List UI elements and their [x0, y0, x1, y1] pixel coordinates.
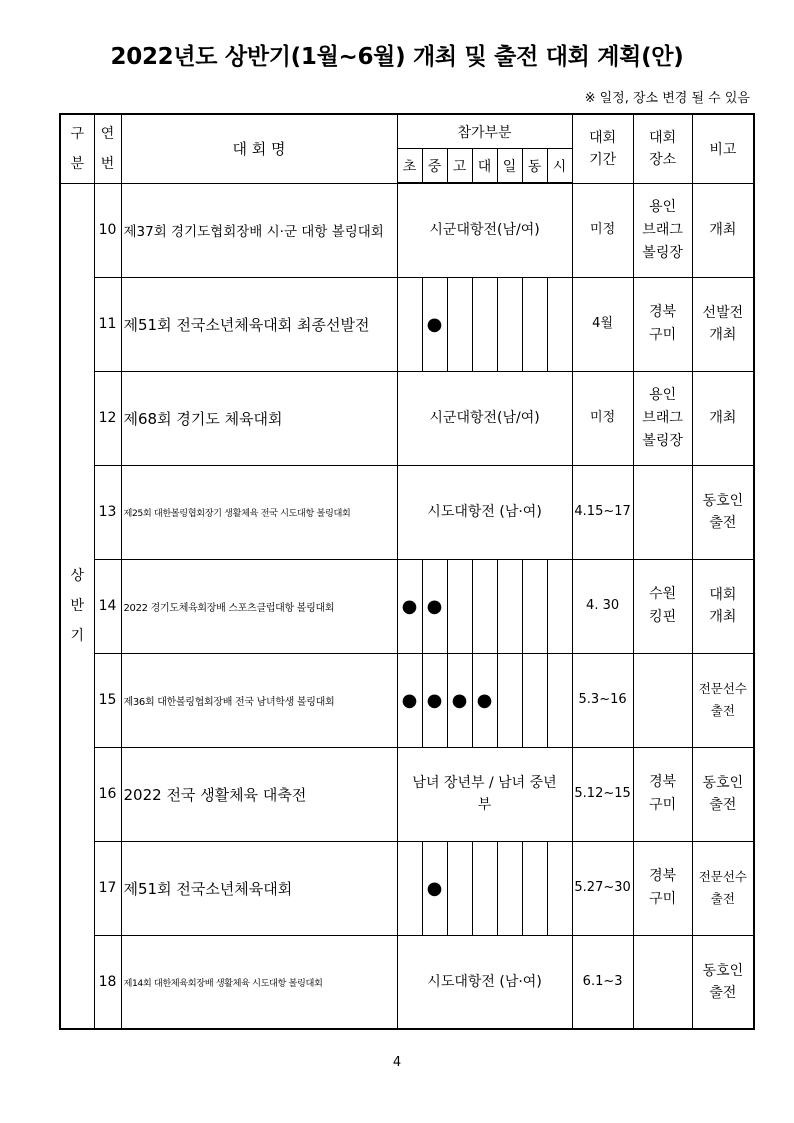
division-mark: [472, 277, 497, 371]
header-place: 대회 장소: [633, 114, 692, 183]
division-mark: [422, 841, 447, 935]
participation-dot: ●: [451, 689, 468, 711]
header-division-1: 중: [422, 149, 447, 184]
header-division-3: 대: [472, 149, 497, 184]
table-row: [60, 653, 754, 747]
document-title: 2022년도 상반기(1월~6월) 개최 및 출전 대회 계획(안): [110, 44, 684, 70]
header-name: 대 회 명: [121, 114, 397, 183]
competition-place: [633, 465, 692, 559]
division-mark: [422, 277, 447, 371]
competition-period: 4.15~17: [572, 465, 633, 559]
division-mark: [522, 841, 547, 935]
competition-period: 4월: [572, 277, 633, 371]
participation-merged: 남녀 장년부 / 남녀 중년부: [397, 747, 572, 841]
remark: 개최: [692, 183, 754, 277]
competition-name: 2022 전국 생활체육 대축전: [121, 747, 397, 841]
competition-name: 제36회 대한볼링협회장배 전국 남녀학생 볼링대회: [121, 653, 397, 747]
division-mark: [397, 653, 422, 747]
participation-dot: ●: [401, 595, 418, 617]
division-mark: [547, 653, 572, 747]
table-row: [60, 277, 754, 371]
remark: 동호인 출전: [692, 465, 754, 559]
participation-dot: ●: [401, 689, 418, 711]
competition-period: 5.27~30: [572, 841, 633, 935]
participation-dot: ●: [426, 877, 443, 899]
remark: 전문선수 출전: [692, 841, 754, 935]
competition-place: 경북 구미: [633, 747, 692, 841]
table-row: [60, 183, 754, 277]
page-number: 4: [392, 1055, 402, 1070]
participation-merged: 시군대항전(남/여): [397, 371, 572, 465]
competition-place: 경북 구미: [633, 841, 692, 935]
competition-place: 수원 킹핀: [633, 559, 692, 653]
row-number: 17: [94, 841, 121, 935]
header-gubun: 구 분: [60, 114, 94, 183]
remark: 개최: [692, 371, 754, 465]
participation-merged: 시군대항전(남/여): [397, 183, 572, 277]
row-number: 13: [94, 465, 121, 559]
table-row: [60, 935, 754, 1029]
competition-name: 제14회 대한체육회장배 생활체육 시도대항 볼링대회: [121, 935, 397, 1029]
division-mark: [497, 841, 522, 935]
competition-period: 5.12~15: [572, 747, 633, 841]
header-division-0: 초: [397, 149, 422, 184]
header-yeonbeon: 연 번: [94, 114, 121, 183]
schedule-change-note: ※ 일정, 장소 변경 될 수 있음: [584, 91, 750, 106]
division-mark: [447, 559, 472, 653]
participation-dot: ●: [476, 689, 493, 711]
row-number: 16: [94, 747, 121, 841]
competition-name: 제25회 대한볼링협회장기 생활체육 전국 시도대항 볼링대회: [121, 465, 397, 559]
division-mark: [547, 559, 572, 653]
competition-place: 용인 브래그 볼링장: [633, 183, 692, 277]
competition-place: 용인 브래그 볼링장: [633, 371, 692, 465]
header-division-4: 일: [497, 149, 522, 184]
remark: 전문선수 출전: [692, 653, 754, 747]
division-mark: [472, 841, 497, 935]
row-number: 10: [94, 183, 121, 277]
division-mark: [397, 841, 422, 935]
competition-name: 제68회 경기도 체육대회: [121, 371, 397, 465]
competition-place: 경북 구미: [633, 277, 692, 371]
division-mark: [472, 653, 497, 747]
division-mark: [522, 653, 547, 747]
table-row: [60, 465, 754, 559]
row-number: 11: [94, 277, 121, 371]
table-row: [60, 841, 754, 935]
header-division-5: 동: [522, 149, 547, 184]
competition-plan-table: [59, 113, 755, 1030]
competition-period: 6.1~3: [572, 935, 633, 1029]
division-mark: [447, 277, 472, 371]
division-mark: [497, 653, 522, 747]
header-participation: 참가부분: [397, 114, 572, 149]
division-mark: [422, 559, 447, 653]
row-number: 15: [94, 653, 121, 747]
competition-name: 제51회 전국소년체육대회: [121, 841, 397, 935]
competition-name: 2022 경기도체육회장배 스포츠클럽대항 볼링대회: [121, 559, 397, 653]
competition-period: 4. 30: [572, 559, 633, 653]
header-period: 대회 기간: [572, 114, 633, 183]
participation-dot: ●: [426, 595, 443, 617]
section-label: 상 반 기: [60, 183, 94, 1029]
division-mark: [522, 559, 547, 653]
division-mark: [497, 559, 522, 653]
row-number: 14: [94, 559, 121, 653]
competition-place: [633, 653, 692, 747]
header-remark: 비고: [692, 114, 754, 183]
competition-period: 미정: [572, 371, 633, 465]
division-mark: [547, 841, 572, 935]
participation-dot: ●: [426, 313, 443, 335]
division-mark: [397, 277, 422, 371]
competition-period: 5.3~16: [572, 653, 633, 747]
division-mark: [422, 653, 447, 747]
remark: 동호인 출전: [692, 935, 754, 1029]
header-division-2: 고: [447, 149, 472, 184]
remark: 선발전 개최: [692, 277, 754, 371]
participation-merged: 시도대항전 (남·여): [397, 465, 572, 559]
competition-period: 미정: [572, 183, 633, 277]
competition-place: [633, 935, 692, 1029]
row-number: 12: [94, 371, 121, 465]
row-number: 18: [94, 935, 121, 1029]
table-row: [60, 559, 754, 653]
competition-name: 제51회 전국소년체육대회 최종선발전: [121, 277, 397, 371]
remark: 동호인 출전: [692, 747, 754, 841]
table-row: [60, 371, 754, 465]
division-mark: [472, 559, 497, 653]
header-division-6: 시: [547, 149, 572, 184]
division-mark: [397, 559, 422, 653]
competition-name: 제37회 경기도협회장배 시·군 대항 볼링대회: [121, 183, 397, 277]
remark: 대회 개최: [692, 559, 754, 653]
division-mark: [447, 653, 472, 747]
participation-merged: 시도대항전 (남·여): [397, 935, 572, 1029]
division-mark: [547, 277, 572, 371]
participation-dot: ●: [426, 689, 443, 711]
division-mark: [522, 277, 547, 371]
table-row: [60, 747, 754, 841]
division-mark: [497, 277, 522, 371]
division-mark: [447, 841, 472, 935]
